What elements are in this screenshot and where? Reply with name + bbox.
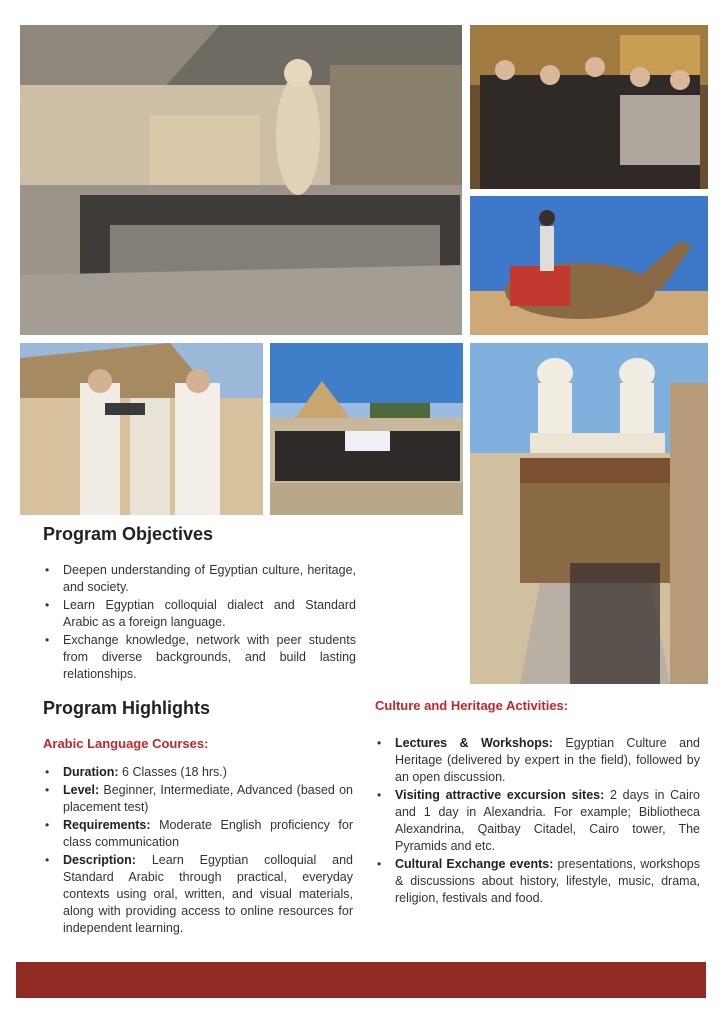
list-item: • Level: Beginner, Intermediate, Advanced (based on placement test) (45, 783, 353, 814)
objectives-list (43, 562, 356, 684)
list-item: • Description: Learn Egyptian colloquial and Standard Arabic through practical, everyday contexts using oral, written, and visual materials, along with providing access to online resources for independent learning. (45, 853, 353, 935)
list-item: • Requirements: Moderate English proficiency for class communication (45, 818, 353, 849)
culture-activities-title: Culture and Heritage Activities: (375, 698, 569, 713)
list-item: • Exchange knowledge, network with peer students from diverse backgrounds, and build lasting relationships. (45, 633, 356, 681)
list-item: • Lectures & Workshops: Egyptian Culture and Heritage (delivered by expert in the field), followed by an open discussion. (377, 736, 700, 784)
photo-museum-group (20, 25, 462, 335)
culture-activities-list (375, 735, 700, 908)
list-item: • Cultural Exchange events: presentations, workshops & discussions about history, lifestyle, music, drama, religion, festivals and food. (377, 857, 700, 905)
highlights-title: Program Highlights (43, 698, 211, 718)
list-item: • Duration: 6 Classes (18 hrs.) (45, 765, 227, 779)
list-item: • Learn Egyptian colloquial dialect and Standard Arabic as a foreign language. (45, 598, 356, 629)
footer-band (16, 962, 706, 998)
photo-pyramid-selfie (20, 343, 263, 515)
photo-pyramid-group (270, 343, 463, 515)
list-item: • Deepen understanding of Egyptian culture, heritage, and society. (45, 563, 356, 594)
arabic-courses-title: Arabic Language Courses: (43, 736, 209, 751)
list-item: • Visiting attractive excursion sites: 2 days in Cairo and 1 day in Alexandria. For example; Bibliotheca Alexandrina, Qaitbay Citadel, Cairo tower, The Pyramids and etc. (377, 788, 701, 853)
photo-hanging-church (470, 343, 708, 684)
objectives-title: Program Objectives (43, 524, 214, 544)
photo-camel-ride (470, 196, 708, 335)
photo-bazaar-group (470, 25, 708, 189)
arabic-courses-list (43, 764, 353, 938)
